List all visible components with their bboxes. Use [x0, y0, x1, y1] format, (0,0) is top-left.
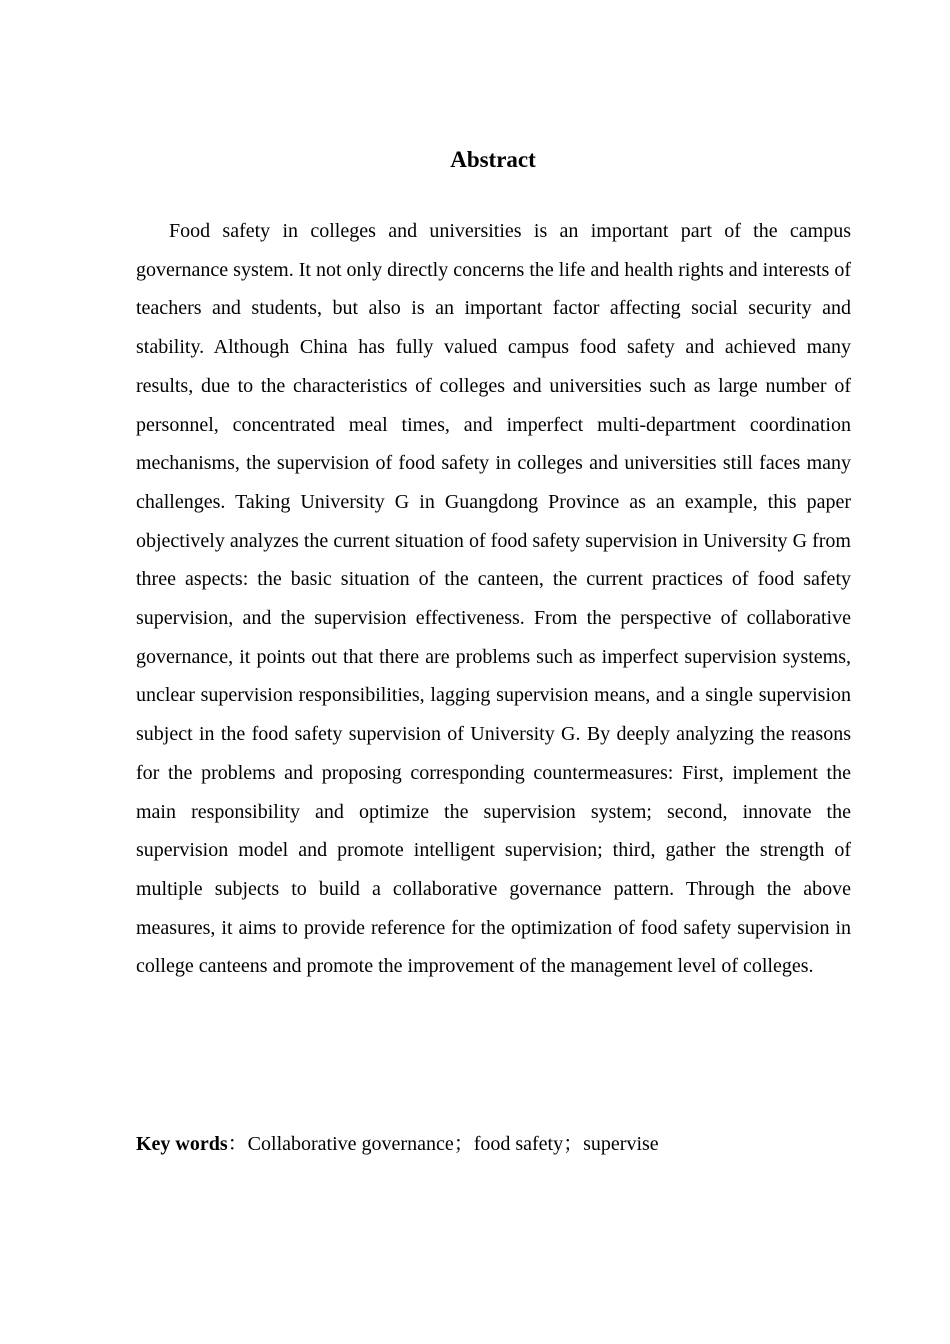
page-title: Abstract: [450, 147, 536, 172]
keyword-separator: ；: [563, 1133, 584, 1155]
keywords-label-separator: ：: [227, 1133, 248, 1155]
keywords-line: [136, 1128, 851, 1160]
keyword-item: supervise: [583, 1133, 659, 1155]
keyword-item: Collaborative governance: [247, 1133, 454, 1155]
keywords-label: Key words: [136, 1133, 228, 1155]
keyword-item: food safety: [473, 1133, 564, 1155]
abstract-paragraph: Food safety in colleges and universities is an important part of the campus governance system. It not only directly concerns the life and health rights and interests of teachers and students, but also is an important factor affecting social security and stability. Although China has fully valued campus food safety and achieved many results, due to the characteristics of colleges and universities such as large number of personnel, concentrated meal times, and imperfect multi-department coordination mechanisms, the supervision of food safety in colleges and universities still faces many challenges. Taking University G in Guangdong Province as an example, this paper objectively analyzes the current situation of food safety supervision in University G from three aspects: the basic situation of the canteen, the current practices of food safety supervision, and the supervision effectiveness. From the perspective of collaborative governance, it points out that there are problems such as imperfect supervision systems, unclear supervision responsibilities, lagging supervision means, and a single supervision subject in the food safety supervision of University G. By deeply analyzing the reasons for the problems and proposing corresponding countermeasures: First, implement the main responsibility and optimize the supervision system; second, innovate the supervision model and promote intelligent supervision; third, gather the strength of multiple subjects to build a collaborative governance pattern. Through the above measures, it aims to provide reference for the optimization of food safety supervision in college canteens and promote the improvement of the management level of colleges.: [136, 220, 851, 978]
keyword-separator: ；: [453, 1133, 474, 1155]
